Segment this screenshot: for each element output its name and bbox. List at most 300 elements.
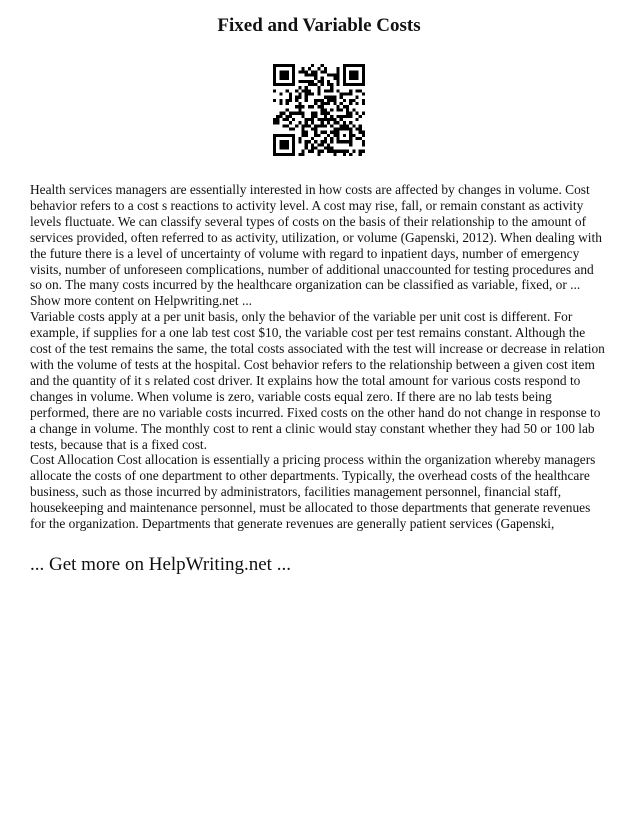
qr-module [298,112,301,115]
qr-module [273,146,276,149]
qr-module [311,105,314,108]
qr-module [311,74,314,77]
document-body [30,182,608,532]
qr-module [292,74,295,77]
qr-module [349,99,352,102]
qr-module [362,112,365,115]
qr-module [292,134,295,137]
qr-module [324,112,327,115]
qr-module [327,96,330,99]
qr-module [333,96,336,99]
qr-module [317,86,320,89]
qr-module [343,93,346,96]
qr-module [343,64,346,67]
qr-module [330,115,333,118]
qr-module [314,127,317,130]
qr-module [324,146,327,149]
qr-module [362,102,365,105]
qr-module [279,77,282,80]
qr-code-icon[interactable] [273,64,365,156]
qr-module [314,134,317,137]
qr-module [279,134,282,137]
qr-module [311,112,314,115]
qr-module [283,70,286,73]
qr-module [276,83,279,86]
qr-code-container [30,64,608,156]
qr-module [321,80,324,83]
qr-module [286,70,289,73]
qr-module [355,89,358,92]
qr-module [283,74,286,77]
qr-module [355,127,358,130]
qr-module [317,93,320,96]
qr-module [343,150,346,153]
qr-module [305,140,308,143]
qr-module [343,77,346,80]
qr-module [302,112,305,115]
qr-module [359,64,362,67]
qr-module [349,121,352,124]
qr-module [308,105,311,108]
qr-module [327,112,330,115]
qr-module [273,70,276,73]
paragraph-variable-costs: Variable costs apply at a per unit basis, only the behavior of the variable per unit cost is different. For example, if supplies for a one lab test cost $10, the variable cost per test remains constant. Although the cost of the test remains the same, the total costs associated with the test will increase or decrease in relation with the volume of tests at the hospital. Cost behavior refers to the relationship between a given cost item and the quantity of it s related cost driver. It explains how the total amount for various costs respond to changes in volume. When volume is zero, variable costs equal zero. If there are no lab tests being performed, there are no variable costs incurred. Fixed costs on the other hand do not change in response to a change in volume. The monthly cost to rent a clinic would stay constant whether they had 50 or 100 lab tests, because that is a fixed cost. [30,309,605,452]
qr-module [292,118,295,121]
qr-module [330,83,333,86]
qr-module [283,83,286,86]
qr-module [292,67,295,70]
qr-module [346,93,349,96]
qr-module [324,108,327,111]
qr-module [273,143,276,146]
qr-module [330,140,333,143]
qr-module [314,70,317,73]
paragraph-cost-behavior: Health services managers are essentially interested in how costs are affected by changes in volume. Cost behavior refers to a cost s reactions to activity level. A cost may rise, fall, or remain constant as activity levels fluctuate. We can classify several types of costs on the basis of their relationship to the amount of services provided, often referred to as activity, utilization, or volume (Gapenski, 2012). When dealing with the future there is a level of uncertainty of volume with regard to inpatient days, number of emergency visits, number of unforeseen complications, number of additional unaccounted for testing procedures and so on. The many costs incurred by the healthcare organization can be classified as variable, fixed, or ... Show more content on Helpwriting.net ... [30,182,602,309]
qr-module [340,127,343,130]
qr-module [346,105,349,108]
qr-module [286,108,289,111]
qr-module [349,143,352,146]
qr-module [298,121,301,124]
qr-module [343,83,346,86]
qr-module [273,99,276,102]
qr-module [349,74,352,77]
qr-module [362,67,365,70]
qr-module [321,64,324,67]
qr-module [343,70,346,73]
qr-module [289,83,292,86]
qr-module [343,99,346,102]
qr-module [349,134,352,137]
qr-module [343,74,346,77]
qr-module [321,118,324,121]
qr-module [362,93,365,96]
qr-module [333,99,336,102]
qr-module [292,146,295,149]
qr-module [349,102,352,105]
qr-module [349,112,352,115]
qr-module [333,150,336,153]
qr-module [302,131,305,134]
qr-module [324,131,327,134]
qr-module [279,99,282,102]
qr-module [279,143,282,146]
qr-module [355,64,358,67]
qr-module [343,127,346,130]
qr-module [286,83,289,86]
qr-module [330,150,333,153]
qr-module [336,67,339,70]
qr-module [362,99,365,102]
qr-module [308,140,311,143]
qr-module [289,134,292,137]
qr-module [298,70,301,73]
qr-module [314,124,317,127]
qr-module [343,140,346,143]
qr-module [362,64,365,67]
qr-module [311,83,314,86]
qr-module [276,121,279,124]
qr-module [317,150,320,153]
qr-module [340,115,343,118]
qr-module [273,67,276,70]
qr-module [340,96,343,99]
qr-module [302,150,305,153]
qr-module [298,108,301,111]
qr-module [336,137,339,140]
qr-module [336,134,339,137]
qr-module [286,153,289,156]
qr-module [349,140,352,143]
qr-module [305,143,308,146]
qr-module [279,102,282,105]
qr-module [355,70,358,73]
qr-module [321,105,324,108]
qr-module [279,140,282,143]
qr-module [340,102,343,105]
qr-module [352,70,355,73]
qr-module [283,134,286,137]
qr-module [336,105,339,108]
qr-module [305,89,308,92]
qr-module [286,115,289,118]
qr-module [355,118,358,121]
qr-module [352,64,355,67]
qr-module [279,112,282,115]
qr-module [279,153,282,156]
qr-module [336,89,339,92]
qr-module [292,150,295,153]
qr-module [317,89,320,92]
qr-module [305,86,308,89]
qr-module [336,150,339,153]
paragraph-cost-allocation: Cost Allocation Cost allocation is essentially a pricing process within the organization whereby managers allocate the costs of one department to other departments. Typically, the overhead costs of the healthcare business, such as those incurred by administrators, facilities management personnel, financial staff, housekeeping and maintenance personnel, must be allocated to those departments that generate revenues for the organization. Departments that generate revenues are generally patient services (Gapenski, [30,452,596,532]
qr-module [305,99,308,102]
qr-module [276,64,279,67]
qr-module [305,134,308,137]
qr-module [305,80,308,83]
qr-module [327,89,330,92]
qr-module [340,118,343,121]
qr-module [336,127,339,130]
qr-module [330,146,333,149]
qr-module [302,124,305,127]
qr-module [314,131,317,134]
qr-module [333,153,336,156]
qr-module [317,153,320,156]
qr-module [314,83,317,86]
qr-module [279,74,282,77]
qr-module [355,74,358,77]
qr-module [324,102,327,105]
qr-module [273,118,276,121]
qr-module [346,140,349,143]
qr-module [349,127,352,130]
qr-module [308,80,311,83]
qr-module [279,83,282,86]
qr-module [330,108,333,111]
qr-module [289,96,292,99]
qr-module [286,89,289,92]
qr-module [340,124,343,127]
qr-module [308,124,311,127]
qr-module [298,86,301,89]
qr-module [308,67,311,70]
qr-module [346,124,349,127]
qr-module [340,93,343,96]
qr-module [317,105,320,108]
qr-module [292,140,295,143]
qr-module [311,115,314,118]
qr-module [302,80,305,83]
qr-module [349,70,352,73]
qr-module [324,67,327,70]
qr-module [321,102,324,105]
qr-module [330,131,333,134]
qr-module [321,121,324,124]
qr-module [317,143,320,146]
qr-module [349,153,352,156]
qr-module [276,115,279,118]
qr-module [311,93,314,96]
qr-module [311,127,314,130]
qr-module [324,115,327,118]
qr-module [321,124,324,127]
qr-module [308,118,311,121]
qr-module [336,131,339,134]
qr-module [352,124,355,127]
qr-module [321,83,324,86]
qr-module [286,124,289,127]
qr-module [308,83,311,86]
qr-module [305,131,308,134]
qr-module [349,64,352,67]
qr-module [286,99,289,102]
qr-module [336,115,339,118]
qr-module [302,105,305,108]
qr-module [317,124,320,127]
qr-module [302,153,305,156]
qr-module [321,70,324,73]
qr-module [336,140,339,143]
qr-module [292,80,295,83]
qr-module [333,134,336,137]
qr-module [343,134,346,137]
qr-module [273,121,276,124]
qr-module [362,134,365,137]
qr-module [311,121,314,124]
qr-module [327,74,330,77]
qr-module [321,150,324,153]
qr-module [286,118,289,121]
qr-module [298,137,301,140]
qr-module [330,86,333,89]
qr-module [362,150,365,153]
qr-module [349,77,352,80]
qr-module [273,89,276,92]
qr-module [349,93,352,96]
qr-module [336,108,339,111]
qr-module [321,99,324,102]
qr-module [346,108,349,111]
qr-module [273,64,276,67]
qr-module [352,83,355,86]
qr-module [333,102,336,105]
qr-module [283,64,286,67]
qr-module [352,108,355,111]
qr-module [311,137,314,140]
qr-module [336,70,339,73]
qr-module [308,89,311,92]
qr-module [362,131,365,134]
qr-module [346,112,349,115]
document-title: Fixed and Variable Costs [217,15,421,36]
qr-module [283,140,286,143]
qr-module [283,124,286,127]
qr-module [336,80,339,83]
qr-module [333,74,336,77]
qr-module [286,64,289,67]
qr-module [311,143,314,146]
qr-module [289,115,292,118]
qr-module [330,74,333,77]
qr-module [330,96,333,99]
qr-module [311,118,314,121]
qr-module [346,127,349,130]
qr-module [317,67,320,70]
qr-module [286,140,289,143]
qr-module [273,134,276,137]
qr-module [330,124,333,127]
qr-module [327,83,330,86]
qr-module [359,150,362,153]
qr-module [321,77,324,80]
get-more-link[interactable]: ... Get more on HelpWriting.net ... [30,553,291,575]
qr-module [343,124,346,127]
qr-module [314,74,317,77]
qr-module [295,99,298,102]
qr-module [289,99,292,102]
qr-module [292,112,295,115]
qr-module [314,115,317,118]
qr-module [352,99,355,102]
qr-module [327,99,330,102]
qr-module [327,80,330,83]
qr-module [279,93,282,96]
qr-module [336,74,339,77]
qr-module [355,77,358,80]
qr-module [302,115,305,118]
qr-module [330,118,333,121]
qr-module [298,102,301,105]
qr-module [340,150,343,153]
qr-module [321,131,324,134]
qr-module [314,77,317,80]
qr-module [343,121,346,124]
qr-module [283,146,286,149]
qr-module [298,140,301,143]
qr-module [314,112,317,115]
qr-module [359,137,362,140]
qr-module [346,64,349,67]
qr-module [362,143,365,146]
qr-module [362,83,365,86]
qr-module [283,77,286,80]
qr-module [276,118,279,121]
qr-module [317,134,320,137]
qr-module [289,64,292,67]
qr-module [305,121,308,124]
qr-module [362,80,365,83]
qr-module [349,115,352,118]
qr-module [298,80,301,83]
qr-module [343,153,346,156]
qr-module [336,83,339,86]
qr-module [355,137,358,140]
qr-module [333,118,336,121]
qr-module [327,146,330,149]
qr-module [327,150,330,153]
qr-module [359,153,362,156]
qr-module [343,67,346,70]
qr-module [292,143,295,146]
qr-module [295,89,298,92]
qr-module [286,74,289,77]
qr-module [305,74,308,77]
qr-module [349,89,352,92]
qr-module [346,115,349,118]
qr-module [321,143,324,146]
qr-module [302,134,305,137]
qr-module [302,89,305,92]
qr-module [292,70,295,73]
qr-module [302,70,305,73]
qr-module [324,96,327,99]
qr-module [289,121,292,124]
qr-module [286,146,289,149]
qr-module [362,77,365,80]
qr-module [355,96,358,99]
qr-module [324,118,327,121]
qr-module [317,99,320,102]
qr-module [292,153,295,156]
qr-module [362,140,365,143]
qr-module [346,150,349,153]
qr-module [327,134,330,137]
qr-module [336,121,339,124]
qr-module [292,83,295,86]
qr-module [359,124,362,127]
